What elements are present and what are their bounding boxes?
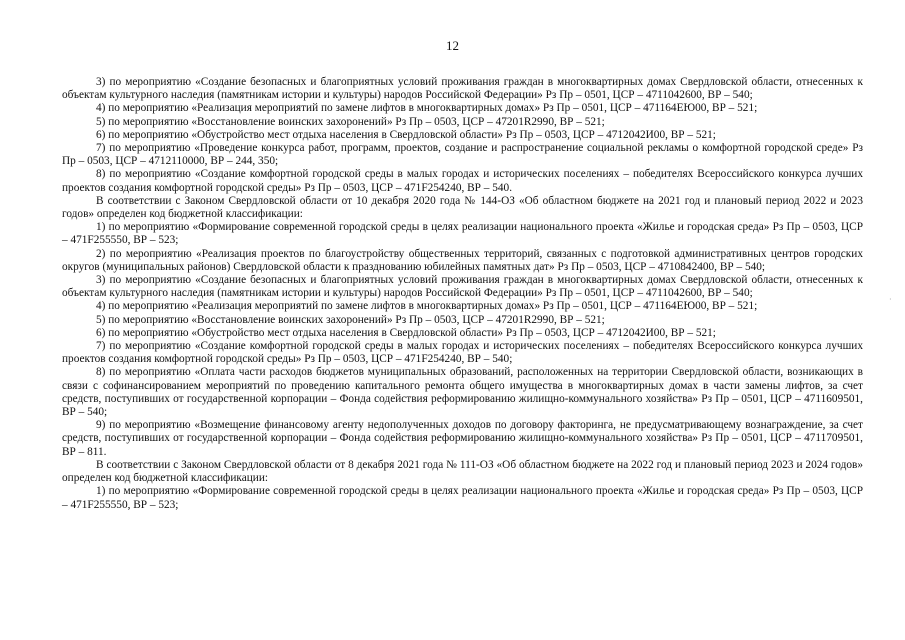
paragraph: 6) по мероприятию «Обустройство мест отдыха населения в Свердловской области» Рз Пр – 0503, ЦСР – 4712042И00, ВР – 521; bbox=[96, 128, 716, 141]
paragraph: 3) по мероприятию «Создание безопасных и благоприятных условий проживания граждан в многоквартирных домах Свердловской области, отнесенных к объектам культурного наследия (памятникам истории и культуры) народов Российской Федерации» Рз Пр – 0501, ЦСР – 4711042600, ВР – 540; bbox=[62, 76, 863, 102]
document-body bbox=[62, 76, 863, 512]
paragraph: 4) по мероприятию «Реализация мероприятий по замене лифтов в многоквартирных домах» Рз Пр – 0501, ЦСР – 471164ЕЮ00, ВР – 521; bbox=[96, 300, 758, 313]
paragraph: В соответствии с Законом Свердловской области от 10 декабря 2020 года № 144-ОЗ «Об областном бюджете на 2021 год и плановый период 2022 и 2023 годов» определен код бюджетной классификации: bbox=[62, 194, 863, 221]
paragraph: 3) по мероприятию «Создание безопасных и благоприятных условий проживания граждан в многоквартирных домах Свердловской области, отнесенных к объектам культурного наследия (памятникам истории и культуры) народов Российской Федерации» Рз Пр – 0501, ЦСР – 4711042600, ВР – 540; bbox=[62, 274, 863, 300]
paragraph: 7) по мероприятию «Проведение конкурса работ, программ, проектов, создание и распространение социальной рекламы о комфортной городской среде» Рз Пр – 0503, ЦСР – 4712110000, ВР – 244, 350; bbox=[62, 142, 863, 168]
paragraph: 2) по мероприятию «Реализация проектов по благоустройству общественных территорий, связанных с подготовкой административных центров городских округов (муниципальных районов) Свердловской области к празднованию юбилейных памятных дат» Рз Пр – 0503, ЦСР – 4710842400, ВР – 540; bbox=[62, 247, 863, 273]
paragraph: 1) по мероприятию «Формирование современной городской среды в целях реализации национального проекта «Жилье и городская среда» Рз Пр – 0503, ЦСР – 471F255550, ВР – 523; bbox=[62, 221, 863, 247]
margin-dot: · bbox=[889, 295, 892, 304]
paragraph: 4) по мероприятию «Реализация мероприятий по замене лифтов в многоквартирных домах» Рз Пр – 0501, ЦСР – 471164ЕЮ00, ВР – 521; bbox=[96, 102, 758, 115]
paragraph: 7) по мероприятию «Создание комфортной городской среды в малых городах и исторических поселениях – победителях Всероссийского конкурса лучших проектов создания комфортной городской среды» Рз Пр – 0503, ЦСР – 471F254240, ВР – 540; bbox=[62, 340, 863, 366]
paragraph: 5) по мероприятию «Восстановление воинских захоронений» Рз Пр – 0503, ЦСР – 47201R2990, ВР – 521; bbox=[96, 115, 605, 128]
paragraph: 9) по мероприятию «Возмещение финансовому агенту недополученных доходов по договору факторинга, не предусматривающему вознаграждение, за счет средств, поступивших от государственной корпорации – Фонда содействия реформированию жилищно-коммунального хозяйства» Рз Пр – 0501, ЦСР – 4711709501, ВР – 811. bbox=[62, 419, 863, 458]
paragraph: В соответствии с Законом Свердловской области от 8 декабря 2021 года № 111-ОЗ «Об областном бюджете на 2022 год и плановый период 2023 и 2024 годов» определен код бюджетной классификации: bbox=[62, 458, 863, 485]
paragraph: 8) по мероприятию «Оплата части расходов бюджетов муниципальных образований, расположенных на территории Свердловской области, возникающих в связи с софинансированием мероприятий по проведению капитального ремонта общего имущества в многоквартирных домах в части замены лифтов, за счет средств, поступивших от государственной корпорации – Фонда содействия реформированию жилищно-коммунального хозяйства» Рз Пр – 0501, ЦСР – 4711609501, ВР – 540; bbox=[62, 366, 863, 419]
paragraph: 5) по мероприятию «Восстановление воинских захоронений» Рз Пр – 0503, ЦСР – 47201R2990, ВР – 521; bbox=[96, 313, 605, 326]
paragraph: 8) по мероприятию «Создание комфортной городской среды в малых городах и исторических поселениях – победителях Всероссийского конкурса лучших проектов создания комфортной городской среды» Рз Пр – 0503, ЦСР – 471F254240, ВР – 540. bbox=[62, 168, 863, 194]
page-number: 12 bbox=[446, 38, 459, 53]
paragraph: 1) по мероприятию «Формирование современной городской среды в целях реализации национального проекта «Жилье и городская среда» Рз Пр – 0503, ЦСР – 471F255550, ВР – 523; bbox=[62, 485, 863, 511]
paragraph: 6) по мероприятию «Обустройство мест отдыха населения в Свердловской области» Рз Пр – 0503, ЦСР – 4712042И00, ВР – 521; bbox=[96, 326, 716, 339]
